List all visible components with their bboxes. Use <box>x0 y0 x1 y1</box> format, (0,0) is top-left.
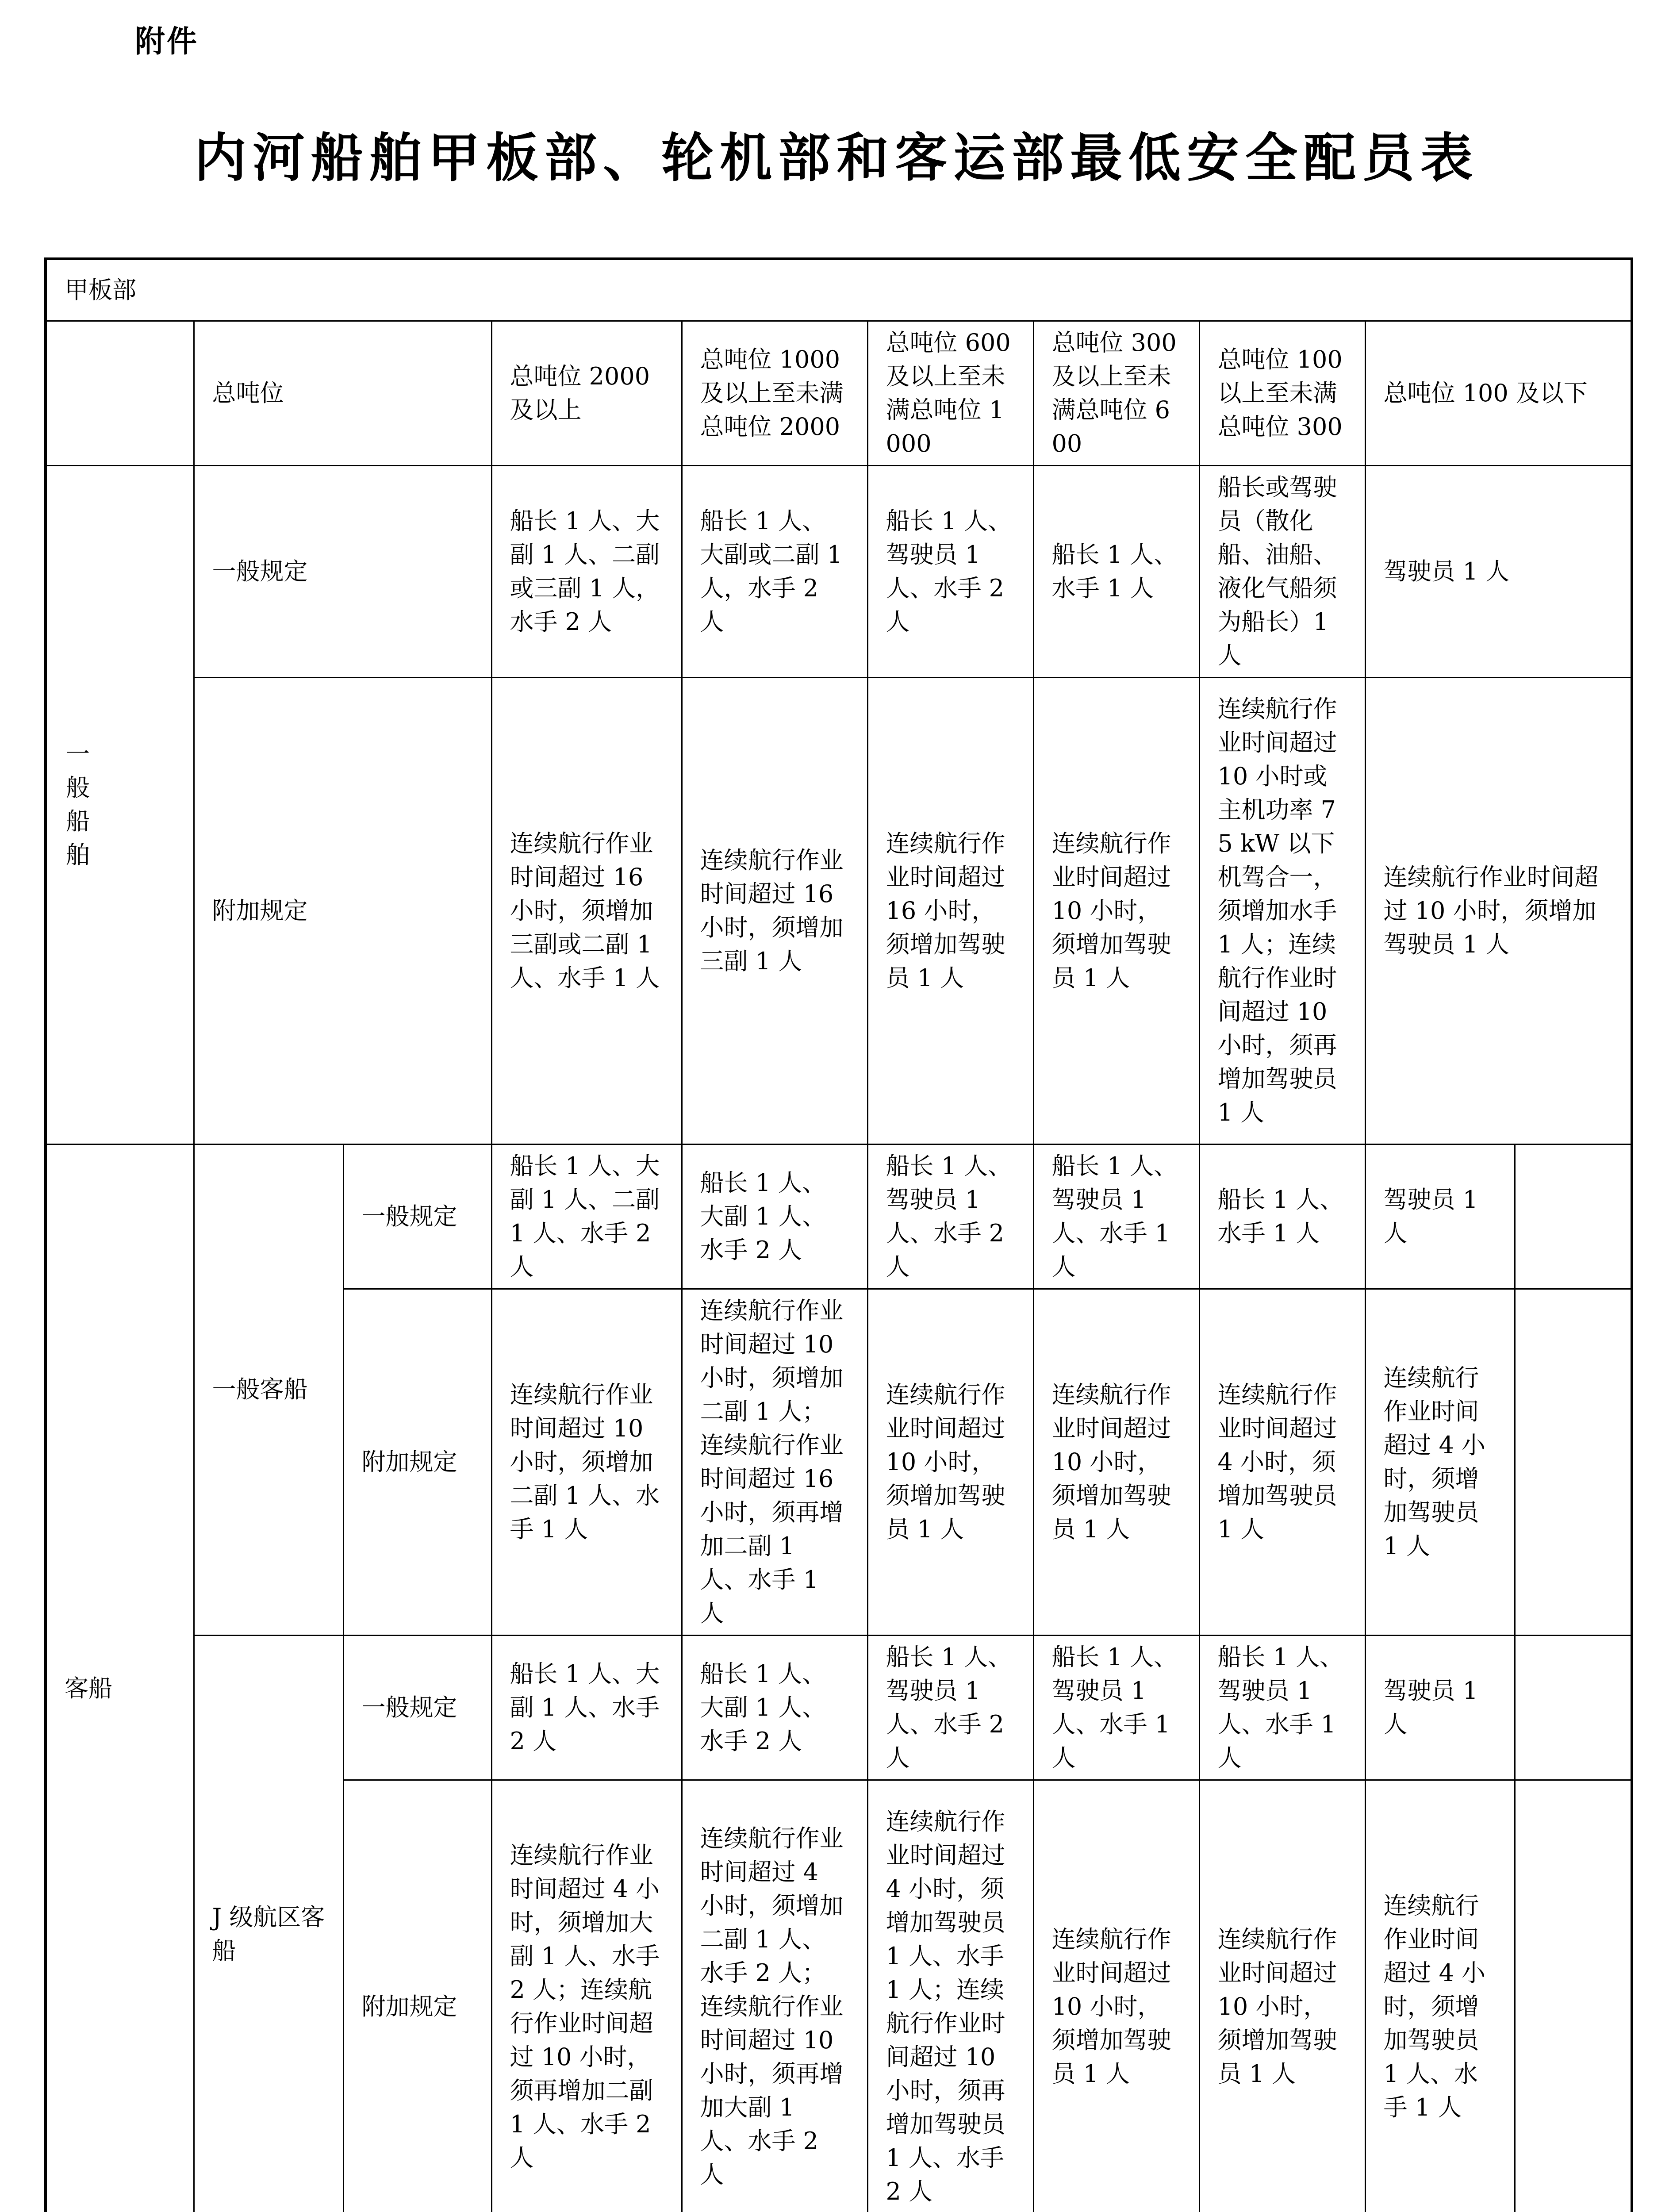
table-cell: 船长 1 人、驾驶员 1 人、水手 2 人 <box>867 1635 1033 1780</box>
table-cell: 连续航行作业时间超过 4 小时，须增加驾驶员 1 人、水手 1 人 <box>1365 1780 1515 2212</box>
table-cell: 连续航行作业时间超过 10 小时，须增加驾驶员 1 人 <box>1365 677 1632 1144</box>
table-cell: 船长 1 人、水手 1 人 <box>1033 465 1199 677</box>
table-cell: 船长 1 人、大副 1 人、二副 1 人、水手 2 人 <box>491 1144 682 1289</box>
table-cell: 连续航行作业时间超过 10 小时，须增加驾驶员 1 人 <box>1033 677 1199 1144</box>
table-cell: 驾驶员 1 人 <box>1365 1144 1515 1289</box>
table-cell: 船长 1 人、大副 1 人、二副或三副 1 人，水手 2 人 <box>491 465 682 677</box>
tonnage-class: 总吨位 100 及以下 <box>1365 321 1632 465</box>
annex-label: 附件 <box>135 24 199 59</box>
table-cell: 驾驶员 1 人 <box>1365 1635 1515 1780</box>
general-ship-label: 一般船舶 <box>46 465 194 1144</box>
passenger-ship-label: 客船 <box>46 1144 194 2212</box>
table-cell: 船长 1 人、驾驶员 1 人、水手 1 人 <box>1033 1635 1199 1780</box>
table-cell: 船长 1 人、驾驶员 1 人、水手 2 人 <box>867 465 1033 677</box>
table-cell: 连续航行作业时间超过 16 小时，须增加三副 1 人 <box>682 677 867 1144</box>
table-cell: 连续航行作业时间超过 10 小时，须增加驾驶员 1 人 <box>1199 1780 1365 2212</box>
general-passenger-label: 一般客船 <box>194 1144 343 1635</box>
general-ship-additional-rule-row <box>46 677 1632 1144</box>
rule-label: 附加规定 <box>343 1289 491 1635</box>
empty-cell <box>1515 1289 1632 1635</box>
empty-corner-cell <box>46 321 194 465</box>
general-ship-general-rule-row <box>46 465 1632 677</box>
table-cell: 连续航行作业时间超过 4 小时，须增加大副 1 人、水手 2 人；连续航行作业时间超过 10 小时，须再增加二副 1 人、水手 2 人 <box>491 1780 682 2212</box>
table-cell: 船长 1 人、驾驶员 1 人、水手 1 人 <box>1033 1144 1199 1289</box>
j-class-general-rule-row <box>46 1635 1632 1780</box>
table-cell: 连续航行作业时间超过 16 小时，须增加三副或二副 1 人、水手 1 人 <box>491 677 682 1144</box>
page-title: 内河船舶甲板部、轮机部和客运部最低安全配员表 <box>194 127 1479 188</box>
tonnage-header-row <box>46 321 1632 465</box>
table-cell: 船长 1 人、水手 1 人 <box>1199 1144 1365 1289</box>
table-cell: 连续航行作业时间超过 4 小时，须增加驾驶员 1 人 <box>1199 1289 1365 1635</box>
table-cell: 船长 1 人、驾驶员 1 人、水手 2 人 <box>867 1144 1033 1289</box>
table-cell: 连续航行作业时间超过 4 小时，须增加二副 1 人、水手 2 人；连续航行作业时间超过 10 小时，须再增加大副 1 人、水手 2 人 <box>682 1780 867 2212</box>
section-header-row <box>46 259 1632 321</box>
tonnage-class: 总吨位 1000 及以上至未满总吨位 2000 <box>682 321 867 465</box>
tonnage-class: 总吨位 300 及以上至未满总吨位 600 <box>1033 321 1199 465</box>
j-class-passenger-label: J 级航区客船 <box>194 1635 343 2212</box>
rule-label: 附加规定 <box>343 1780 491 2212</box>
section-header: 甲板部 <box>46 259 1632 321</box>
tonnage-label: 总吨位 <box>194 321 491 465</box>
tonnage-class: 总吨位 2000 及以上 <box>491 321 682 465</box>
table-cell: 船长 1 人、大副 1 人、水手 2 人 <box>682 1144 867 1289</box>
table-cell: 连续航行作业时间超过 10 小时，须增加二副 1 人、水手 1 人 <box>491 1289 682 1635</box>
table-cell: 船长 1 人、大副 1 人、水手 2 人 <box>491 1635 682 1780</box>
rule-label: 一般规定 <box>343 1635 491 1780</box>
table-cell: 连续航行作业时间超过 16 小时，须增加驾驶员 1 人 <box>867 677 1033 1144</box>
table-cell: 连续航行作业时间超过 4 小时，须增加驾驶员 1 人 <box>1365 1289 1515 1635</box>
tonnage-class: 总吨位 600 及以上至未满总吨位 1000 <box>867 321 1033 465</box>
table-cell: 连续航行作业时间超过 10 小时，须增加二副 1 人；连续航行作业时间超过 16 小时，须再增加二副 1 人、水手 1 人 <box>682 1289 867 1635</box>
empty-cell <box>1515 1635 1632 1780</box>
general-passenger-general-rule-row <box>46 1144 1632 1289</box>
table-cell: 连续航行作业时间超过 10 小时，须增加驾驶员 1 人 <box>867 1289 1033 1635</box>
minimum-manning-table <box>44 257 1633 2212</box>
empty-cell <box>1515 1144 1632 1289</box>
table-cell: 连续航行作业时间超过 10 小时，须增加驾驶员 1 人 <box>1033 1780 1199 2212</box>
table-cell: 船长 1 人、大副 1 人、水手 2 人 <box>682 1635 867 1780</box>
table-cell: 连续航行作业时间超过 4 小时，须增加驾驶员 1 人、水手 1 人；连续航行作业时间超过 10 小时，须再增加驾驶员 1 人、水手 2 人 <box>867 1780 1033 2212</box>
empty-cell <box>1515 1780 1632 2212</box>
rule-label: 一般规定 <box>343 1144 491 1289</box>
table-cell: 连续航行作业时间超过 10 小时，须增加驾驶员 1 人 <box>1033 1289 1199 1635</box>
table-cell: 船长 1 人、大副或二副 1 人，水手 2 人 <box>682 465 867 677</box>
table-cell: 驾驶员 1 人 <box>1365 465 1632 677</box>
rule-label: 附加规定 <box>194 677 491 1144</box>
table-cell: 连续航行作业时间超过 10 小时或主机功率 75 kW 以下机驾合一，须增加水手 1 人；连续航行作业时间超过 10 小时，须再增加驾驶员 1 人 <box>1199 677 1365 1144</box>
table-cell: 船长或驾驶员（散化船、油船、液化气船须为船长）1 人 <box>1199 465 1365 677</box>
table-cell: 船长 1 人、驾驶员 1 人、水手 1 人 <box>1199 1635 1365 1780</box>
rule-label: 一般规定 <box>194 465 491 677</box>
tonnage-class: 总吨位 100 以上至未满总吨位 300 <box>1199 321 1365 465</box>
